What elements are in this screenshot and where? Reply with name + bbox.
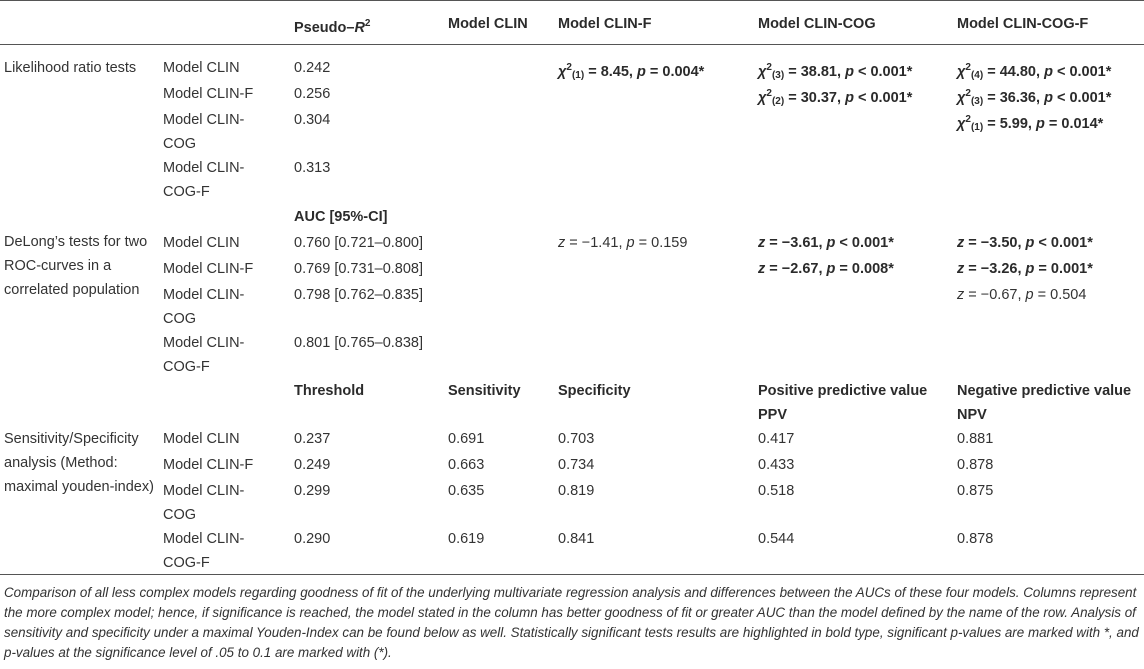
sens-row-sensitivity: 0.619 [448, 531, 485, 547]
sens-row-ppv: 0.433 [758, 457, 795, 473]
delong-row-auc: 0.798 [0.762–0.835] [294, 287, 424, 303]
sens-row-npv: 0.878 [957, 457, 994, 473]
lr-row-model: Model CLIN-COG [163, 112, 245, 152]
header-rule [0, 44, 1144, 45]
sens-row-sensitivity: 0.635 [448, 483, 485, 499]
delong-row-auc: 0.760 [0.721–0.800] [294, 235, 424, 251]
delong-test-clin-vs-clin-cog-f: z = −3.50, p < 0.001* [957, 235, 1093, 251]
sens-row-npv: 0.881 [957, 431, 994, 447]
sens-row-ppv: 0.417 [758, 431, 795, 447]
delong-row-auc: 0.801 [0.765–0.838] [294, 335, 424, 351]
sens-row-specificity: 0.703 [558, 431, 595, 447]
sens-row-specificity: 0.819 [558, 483, 595, 499]
lr-test-clin-vs-clin-cog: $\chi^2_{(3)} = 38.81$, p < 0.001* [758, 62, 913, 81]
sens-row-ppv: 0.518 [758, 483, 795, 499]
sens-row-sensitivity: 0.691 [448, 431, 485, 447]
sens-row-model: Model CLIN-F [163, 457, 254, 473]
lr-row-model: Model CLIN [163, 60, 240, 76]
sens-row-ppv: 0.544 [758, 531, 795, 547]
delong-test-clin-f-vs-clin-cog: z = −2.67, p = 0.008* [758, 261, 894, 277]
lr-row-model: Model CLIN-COG-F [163, 160, 245, 200]
delong-section-title: DeLong’s tests for two ROC-curves in a correlated population [4, 234, 148, 298]
sens-row-npv: 0.875 [957, 483, 994, 499]
table-top-rule [0, 0, 1144, 1]
lr-test-clin-f-vs-clin-cog: $\chi^2_{(2)} = 30.37$, p < 0.001* [758, 88, 913, 107]
delong-test-clin-vs-clin-f: z = −1.41, p = 0.159 [558, 235, 688, 251]
header-model-clin-cog-f: Model CLIN-COG-F [957, 16, 1089, 32]
header-threshold: Threshold [294, 383, 365, 399]
lr-row-pseudo-r2: 0.242 [294, 60, 331, 76]
lr-row-pseudo-r2: 0.313 [294, 160, 331, 176]
sens-section-title: Sensitivity/Specificity analysis (Method: maximal youden-index) [4, 431, 154, 495]
lr-test-clin-vs-clin-cog-f: $\chi^2_{(4)} = 44.80$, p < 0.001* [957, 62, 1112, 81]
header-npv: Negative predictive value NPV [957, 383, 1132, 423]
header-auc-ci: AUC [95%-CI] [294, 209, 388, 225]
sens-row-model: Model CLIN-COG-F [163, 531, 245, 571]
sens-row-sensitivity: 0.663 [448, 457, 485, 473]
sens-row-threshold: 0.249 [294, 457, 331, 473]
sens-row-model: Model CLIN-COG [163, 483, 245, 523]
delong-test-clin-f-vs-clin-cog-f: z = −3.26, p = 0.001* [957, 261, 1093, 277]
lr-row-pseudo-r2: 0.256 [294, 86, 331, 102]
lr-test-clin-cog-vs-clin-cog-f: $\chi^2_{(1)} = 5.99$, p = 0.014* [957, 114, 1104, 133]
lr-test-clin-vs-clin-f: $\chi^2_{(1)} = 8.45$, p = 0.004* [558, 62, 705, 81]
delong-row-model: Model CLIN [163, 235, 240, 251]
header-model-clin: Model CLIN [448, 16, 528, 32]
table-bottom-rule [0, 574, 1144, 575]
header-sensitivity: Sensitivity [448, 383, 521, 399]
lr-test-clin-f-vs-clin-cog-f: $\chi^2_{(3)} = 36.36$, p < 0.001* [957, 88, 1112, 107]
sens-row-npv: 0.878 [957, 531, 994, 547]
sens-row-specificity: 0.841 [558, 531, 595, 547]
delong-row-auc: 0.769 [0.731–0.808] [294, 261, 424, 277]
delong-row-model: Model CLIN-F [163, 261, 254, 277]
sens-row-threshold: 0.237 [294, 431, 331, 447]
sens-row-model: Model CLIN [163, 431, 240, 447]
header-pseudo-r2: Pseudo–$R^2$ [294, 18, 371, 36]
sens-row-specificity: 0.734 [558, 457, 595, 473]
delong-test-clin-cog-vs-clin-cog-f: z = −0.67, p = 0.504 [957, 287, 1087, 303]
lr-row-pseudo-r2: 0.304 [294, 112, 331, 128]
lr-section-title: Likelihood ratio tests [4, 60, 137, 76]
sens-row-threshold: 0.299 [294, 483, 331, 499]
header-model-clin-cog: Model CLIN-COG [758, 16, 876, 32]
table-footnote: Comparison of all less complex models regarding goodness of fit of the underlying multivariate regression analysis and differences between the AUCs of these four models. Columns represent the more complex model; hence, if significance is reached, the model stated in the column has better goodness of fit or greater AUC than the model defined by the name of the row. Analysis of sensitivity and specificity under a maximal Youden-Index can be found below as well. Statistically significant tests results are highlighted in bold type, significant p-values are marked with *, and p-values at the significance level of .05 to 0.1 are marked with (*). [4, 585, 1139, 660]
header-specificity: Specificity [558, 383, 631, 399]
lr-row-model: Model CLIN-F [163, 86, 254, 102]
delong-test-clin-vs-clin-cog: z = −3.61, p < 0.001* [758, 235, 894, 251]
delong-row-model: Model CLIN-COG [163, 287, 245, 327]
header-model-clin-f: Model CLIN-F [558, 16, 652, 32]
delong-row-model: Model CLIN-COG-F [163, 335, 245, 375]
sens-row-threshold: 0.290 [294, 531, 331, 547]
header-ppv: Positive predictive value PPV [758, 383, 928, 423]
